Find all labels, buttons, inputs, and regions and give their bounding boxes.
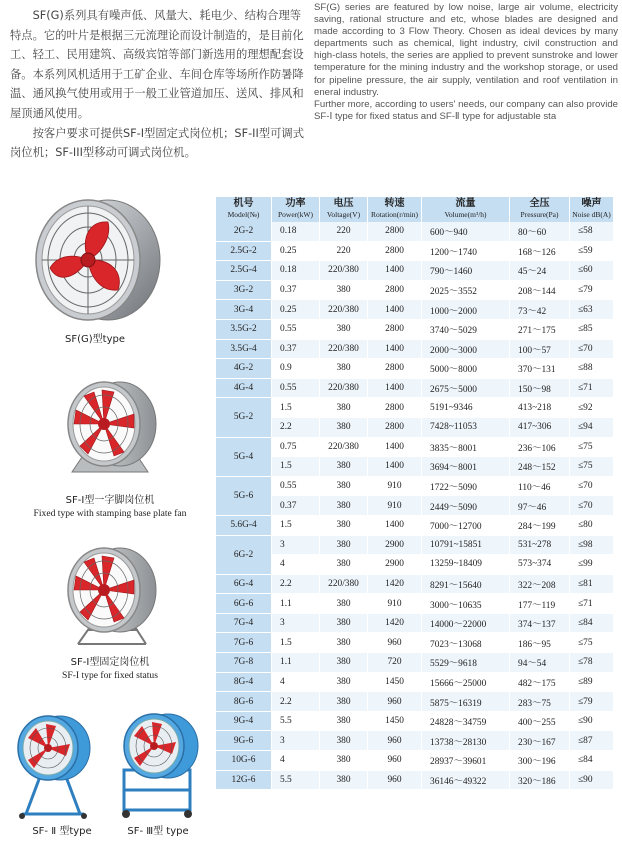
data-cell: 110～46 bbox=[510, 477, 570, 497]
intro-en-paragraph-1: SF(G) series are featured by low noise, large air volume, electricity saving, rational structure and etc, whose blades are designed and made according to 3 Flow Theory. Chosen as ideal devices by many departments such as chemical, light industry, civil construction and high-class hotels, the series are applied to prevent sunstroke and lower temperature for the mining industry and the workshop storage, or used for pipeline pressure, the air supply, ventilation and roof ventilation in eneral industry. bbox=[314, 2, 618, 98]
model-cell: 8G-4 bbox=[216, 673, 272, 693]
data-cell: ≤80 bbox=[570, 516, 614, 536]
model-cell: 6G-6 bbox=[216, 594, 272, 614]
table-row bbox=[216, 653, 614, 673]
data-cell: ≤78 bbox=[570, 653, 614, 673]
sfg-caption-text: SF(G)型type bbox=[65, 334, 125, 345]
data-cell: 0.37 bbox=[272, 496, 320, 516]
data-cell: 1.5 bbox=[272, 457, 320, 477]
data-cell: 0.55 bbox=[272, 320, 320, 340]
data-cell: 1400 bbox=[368, 261, 422, 281]
data-cell: 1450 bbox=[368, 673, 422, 693]
model-cell: 5G-4 bbox=[216, 438, 272, 477]
data-cell: 380 bbox=[320, 418, 368, 438]
data-cell: ≤59 bbox=[570, 242, 614, 262]
sfg-duct-fan-image bbox=[28, 198, 164, 322]
data-cell: ≤75 bbox=[570, 633, 614, 653]
data-cell: 3 bbox=[272, 536, 320, 556]
model-cell: 9G-4 bbox=[216, 712, 272, 732]
data-cell: 1000～2000 bbox=[422, 300, 510, 320]
data-cell: 8291～15640 bbox=[422, 575, 510, 595]
model-cell: 5.6G-4 bbox=[216, 516, 272, 536]
data-cell: 380 bbox=[320, 653, 368, 673]
data-cell: 168～126 bbox=[510, 242, 570, 262]
sf2-adjustable-fan-image bbox=[8, 710, 98, 820]
data-cell: 10791~15851 bbox=[422, 536, 510, 556]
data-cell: 220/380 bbox=[320, 300, 368, 320]
model-cell: 2.5G-2 bbox=[216, 242, 272, 262]
data-cell: 380 bbox=[320, 398, 368, 418]
column-header-en: Model(№) bbox=[227, 210, 260, 219]
column-header-en: Pressure(Pa) bbox=[520, 210, 559, 219]
data-cell: ≤92 bbox=[570, 398, 614, 418]
data-cell: 2675～5000 bbox=[422, 379, 510, 399]
data-cell: 2800 bbox=[368, 242, 422, 262]
spec-table bbox=[216, 197, 614, 790]
data-cell: 2800 bbox=[368, 320, 422, 340]
model-cell: 12G-6 bbox=[216, 771, 272, 791]
sf1-fixed-caption-cn: SF-I型固定岗位机 bbox=[70, 657, 150, 668]
sf1-fixed-fan-image bbox=[58, 544, 162, 650]
data-cell: 380 bbox=[320, 633, 368, 653]
data-cell: 150～98 bbox=[510, 379, 570, 399]
spec-table-body bbox=[216, 222, 614, 790]
data-cell: 4 bbox=[272, 555, 320, 575]
data-cell: 2900 bbox=[368, 536, 422, 556]
data-cell: 380 bbox=[320, 731, 368, 751]
data-cell: ≤84 bbox=[570, 751, 614, 771]
data-cell: 3694～8001 bbox=[422, 457, 510, 477]
table-row bbox=[216, 477, 614, 497]
column-header-en: Power(kW) bbox=[278, 210, 313, 219]
table-row bbox=[216, 418, 614, 438]
intro-cn-paragraph-2: 按客户要求可提供SF-I型固定式岗位机；SF-II型可调式岗位机；SF-III型移动可调式岗位机。 bbox=[10, 126, 305, 160]
data-cell: 380 bbox=[320, 692, 368, 712]
data-cell: 2800 bbox=[368, 418, 422, 438]
data-cell: 15666～25000 bbox=[422, 673, 510, 693]
data-cell: ≤70 bbox=[570, 477, 614, 497]
column-header bbox=[320, 197, 368, 222]
model-cell: 9G-6 bbox=[216, 731, 272, 751]
column-header bbox=[570, 197, 614, 222]
data-cell: 13259~18409 bbox=[422, 555, 510, 575]
data-cell: 2800 bbox=[368, 398, 422, 418]
data-cell: 910 bbox=[368, 594, 422, 614]
data-cell: ≤94 bbox=[570, 418, 614, 438]
column-header-en: Voltage(V) bbox=[326, 210, 361, 219]
data-cell: ≤85 bbox=[570, 320, 614, 340]
data-cell: 960 bbox=[368, 731, 422, 751]
data-cell: 1450 bbox=[368, 712, 422, 732]
data-cell: 13738～28130 bbox=[422, 731, 510, 751]
data-cell: 5000～8000 bbox=[422, 359, 510, 379]
sf1-stamping-base-fan-image bbox=[58, 380, 162, 480]
data-cell: 236～106 bbox=[510, 438, 570, 458]
table-row bbox=[216, 398, 614, 418]
data-cell: ≤58 bbox=[570, 222, 614, 242]
data-cell: 3000～10635 bbox=[422, 594, 510, 614]
data-cell: 0.9 bbox=[272, 359, 320, 379]
data-cell: 5.5 bbox=[272, 771, 320, 791]
data-cell: 220 bbox=[320, 222, 368, 242]
data-cell: 3740～5029 bbox=[422, 320, 510, 340]
column-header-cn: 转速 bbox=[384, 198, 405, 209]
data-cell: 177～119 bbox=[510, 594, 570, 614]
data-cell: 4 bbox=[272, 751, 320, 771]
data-cell: 4 bbox=[272, 673, 320, 693]
data-cell: 14000～22000 bbox=[422, 614, 510, 634]
data-cell: 271～175 bbox=[510, 320, 570, 340]
data-cell: 380 bbox=[320, 359, 368, 379]
table-row bbox=[216, 242, 614, 262]
column-header-cn: 全压 bbox=[529, 198, 550, 209]
data-cell: 284～199 bbox=[510, 516, 570, 536]
spec-table-header-row bbox=[216, 197, 614, 222]
sf2-caption-text: SF- Ⅱ 型type bbox=[32, 826, 92, 837]
data-cell: 573~374 bbox=[510, 555, 570, 575]
data-cell: 0.18 bbox=[272, 261, 320, 281]
model-cell: 7G-6 bbox=[216, 633, 272, 653]
data-cell: 220/380 bbox=[320, 438, 368, 458]
data-cell: 5191~9346 bbox=[422, 398, 510, 418]
data-cell: ≤84 bbox=[570, 614, 614, 634]
data-cell: 1400 bbox=[368, 438, 422, 458]
data-cell: ≤60 bbox=[570, 261, 614, 281]
data-cell: 36146～49322 bbox=[422, 771, 510, 791]
data-cell: ≤79 bbox=[570, 692, 614, 712]
data-cell: 80～60 bbox=[510, 222, 570, 242]
data-cell: ≤87 bbox=[570, 731, 614, 751]
data-cell: 1420 bbox=[368, 614, 422, 634]
table-row bbox=[216, 340, 614, 360]
data-cell: 2.2 bbox=[272, 418, 320, 438]
model-cell: 10G-6 bbox=[216, 751, 272, 771]
data-cell: ≤90 bbox=[570, 712, 614, 732]
data-cell: 1400 bbox=[368, 379, 422, 399]
data-cell: 790～1460 bbox=[422, 261, 510, 281]
data-cell: 1400 bbox=[368, 340, 422, 360]
data-cell: 482～175 bbox=[510, 673, 570, 693]
sf3-mobile-fan-image bbox=[108, 710, 208, 820]
table-row bbox=[216, 438, 614, 458]
data-cell: ≤89 bbox=[570, 673, 614, 693]
column-header-cn: 机号 bbox=[233, 198, 254, 209]
data-cell: ≤71 bbox=[570, 594, 614, 614]
column-header-en: Rotation(r/min) bbox=[370, 210, 419, 219]
table-row bbox=[216, 379, 614, 399]
table-row bbox=[216, 712, 614, 732]
data-cell: ≤70 bbox=[570, 496, 614, 516]
data-cell: 380 bbox=[320, 673, 368, 693]
model-cell: 8G-6 bbox=[216, 692, 272, 712]
data-cell: 248～152 bbox=[510, 457, 570, 477]
data-cell: ≤81 bbox=[570, 575, 614, 595]
model-cell: 2.5G-4 bbox=[216, 261, 272, 281]
model-cell: 6G-4 bbox=[216, 575, 272, 595]
data-cell: 380 bbox=[320, 751, 368, 771]
data-cell: 960 bbox=[368, 771, 422, 791]
data-cell: ≤70 bbox=[570, 340, 614, 360]
data-cell: 2449～5090 bbox=[422, 496, 510, 516]
data-cell: 94～54 bbox=[510, 653, 570, 673]
table-row bbox=[216, 594, 614, 614]
sf1-stamping-caption bbox=[10, 494, 210, 520]
table-row bbox=[216, 555, 614, 575]
table-row bbox=[216, 457, 614, 477]
data-cell: 1722～5090 bbox=[422, 477, 510, 497]
model-cell: 4G-2 bbox=[216, 359, 272, 379]
data-cell: 1.5 bbox=[272, 516, 320, 536]
data-cell: 300～196 bbox=[510, 751, 570, 771]
data-cell: ≤90 bbox=[570, 771, 614, 791]
data-cell: 220 bbox=[320, 242, 368, 262]
table-row bbox=[216, 751, 614, 771]
data-cell: 380 bbox=[320, 320, 368, 340]
data-cell: 380 bbox=[320, 555, 368, 575]
data-cell: 3 bbox=[272, 731, 320, 751]
data-cell: 380 bbox=[320, 496, 368, 516]
data-cell: 1200～1740 bbox=[422, 242, 510, 262]
data-cell: ≤75 bbox=[570, 438, 614, 458]
intro-chinese bbox=[10, 6, 310, 163]
column-header bbox=[368, 197, 422, 222]
data-cell: 413~218 bbox=[510, 398, 570, 418]
data-cell: 2.2 bbox=[272, 692, 320, 712]
data-cell: 531~278 bbox=[510, 536, 570, 556]
data-cell: 0.37 bbox=[272, 340, 320, 360]
model-cell: 3.5G-4 bbox=[216, 340, 272, 360]
data-cell: 1420 bbox=[368, 575, 422, 595]
data-cell: 0.75 bbox=[272, 438, 320, 458]
data-cell: 370～131 bbox=[510, 359, 570, 379]
intro-en-paragraph-2: Further more, according to users' needs, our company can also provide SF-Ⅰ type for fixed status and SF-Ⅱ type for adjustable sta bbox=[314, 98, 618, 122]
data-cell: 1400 bbox=[368, 457, 422, 477]
data-cell: 3835～8001 bbox=[422, 438, 510, 458]
data-cell: 0.37 bbox=[272, 281, 320, 301]
model-cell: 4G-4 bbox=[216, 379, 272, 399]
data-cell: 28937～39601 bbox=[422, 751, 510, 771]
data-cell: 45～24 bbox=[510, 261, 570, 281]
data-cell: 380 bbox=[320, 712, 368, 732]
data-cell: ≤98 bbox=[570, 536, 614, 556]
data-cell: 380 bbox=[320, 536, 368, 556]
table-row bbox=[216, 300, 614, 320]
column-header bbox=[510, 197, 570, 222]
data-cell: 1400 bbox=[368, 516, 422, 536]
data-cell: 230～167 bbox=[510, 731, 570, 751]
column-header-cn: 流量 bbox=[455, 198, 476, 209]
intro-english bbox=[314, 2, 618, 123]
data-cell: 380 bbox=[320, 516, 368, 536]
data-cell: ≤88 bbox=[570, 359, 614, 379]
data-cell: 2025～3552 bbox=[422, 281, 510, 301]
data-cell: 1.5 bbox=[272, 398, 320, 418]
model-cell: 3G-4 bbox=[216, 300, 272, 320]
sf1-stamping-caption-en: Fixed type with stamping base plate fan bbox=[33, 508, 187, 519]
data-cell: 600～940 bbox=[422, 222, 510, 242]
table-row bbox=[216, 633, 614, 653]
data-cell: ≤71 bbox=[570, 379, 614, 399]
table-row bbox=[216, 320, 614, 340]
model-cell: 7G-4 bbox=[216, 614, 272, 634]
table-row bbox=[216, 281, 614, 301]
column-header bbox=[216, 197, 272, 222]
sf3-caption-text: SF- Ⅲ型 type bbox=[127, 826, 189, 837]
data-cell: 186～95 bbox=[510, 633, 570, 653]
data-cell: 380 bbox=[320, 614, 368, 634]
data-cell: 0.55 bbox=[272, 379, 320, 399]
data-cell: 2900 bbox=[368, 555, 422, 575]
model-cell: 2G-2 bbox=[216, 222, 272, 242]
data-cell: 1.5 bbox=[272, 633, 320, 653]
data-cell: 380 bbox=[320, 477, 368, 497]
table-row bbox=[216, 771, 614, 791]
table-row bbox=[216, 536, 614, 556]
column-header bbox=[272, 197, 320, 222]
column-header-en: Noise dB(A) bbox=[572, 210, 611, 219]
data-cell: 220/380 bbox=[320, 379, 368, 399]
data-cell: 24828～34759 bbox=[422, 712, 510, 732]
data-cell: 5.5 bbox=[272, 712, 320, 732]
sf1-fixed-caption bbox=[10, 656, 210, 682]
table-row bbox=[216, 575, 614, 595]
data-cell: 374～137 bbox=[510, 614, 570, 634]
data-cell: 220/380 bbox=[320, 340, 368, 360]
data-cell: 7023～13068 bbox=[422, 633, 510, 653]
sf1-fixed-caption-en: SF-I type for fixed status bbox=[62, 670, 158, 681]
sfg-caption bbox=[40, 333, 150, 346]
data-cell: 220/380 bbox=[320, 261, 368, 281]
data-cell: 7000～12700 bbox=[422, 516, 510, 536]
data-cell: ≤99 bbox=[570, 555, 614, 575]
data-cell: 960 bbox=[368, 633, 422, 653]
data-cell: 2.2 bbox=[272, 575, 320, 595]
table-row bbox=[216, 359, 614, 379]
data-cell: 1.1 bbox=[272, 594, 320, 614]
data-cell: 0.25 bbox=[272, 242, 320, 262]
data-cell: 910 bbox=[368, 496, 422, 516]
data-cell: 220/380 bbox=[320, 575, 368, 595]
column-header-en: Volume(m³/h) bbox=[444, 210, 487, 219]
data-cell: ≤75 bbox=[570, 457, 614, 477]
data-cell: 2800 bbox=[368, 222, 422, 242]
table-row bbox=[216, 516, 614, 536]
data-cell: 720 bbox=[368, 653, 422, 673]
data-cell: 208～144 bbox=[510, 281, 570, 301]
sf1-stamping-caption-cn: SF-I型一字脚岗位机 bbox=[65, 495, 155, 506]
data-cell: 380 bbox=[320, 771, 368, 791]
data-cell: 417~306 bbox=[510, 418, 570, 438]
data-cell: 960 bbox=[368, 692, 422, 712]
data-cell: 0.25 bbox=[272, 300, 320, 320]
data-cell: 5875～16319 bbox=[422, 692, 510, 712]
model-cell: 5G-2 bbox=[216, 398, 272, 437]
model-cell: 6G-2 bbox=[216, 536, 272, 575]
data-cell: 1.1 bbox=[272, 653, 320, 673]
data-cell: 100～57 bbox=[510, 340, 570, 360]
data-cell: 5529～9618 bbox=[422, 653, 510, 673]
table-row bbox=[216, 614, 614, 634]
data-cell: 7428~11053 bbox=[422, 418, 510, 438]
data-cell: 1400 bbox=[368, 300, 422, 320]
data-cell: 400～255 bbox=[510, 712, 570, 732]
data-cell: 2800 bbox=[368, 281, 422, 301]
data-cell: 380 bbox=[320, 457, 368, 477]
column-header-cn: 电压 bbox=[333, 198, 354, 209]
intro-cn-paragraph-1: SF(G)系列具有噪声低、风量大、耗电少、结构合理等特点。它的叶片是根据三元流理论而设计制造的，是目前化工、轻工、民用建筑、高级宾馆等部门新选用的理想配套设备。本系列风机适用于工矿企业、车间仓库等场所作防暑降温、通风换气使用或用于一般工业管道加压、送风、排风和屋顶通风使用。 bbox=[10, 9, 304, 120]
sf2-caption bbox=[10, 825, 114, 838]
column-header-cn: 功率 bbox=[285, 198, 306, 209]
data-cell: 97～46 bbox=[510, 496, 570, 516]
data-cell: 320～186 bbox=[510, 771, 570, 791]
table-row bbox=[216, 673, 614, 693]
data-cell: 73～42 bbox=[510, 300, 570, 320]
column-header-cn: 噪声 bbox=[581, 198, 602, 209]
data-cell: ≤63 bbox=[570, 300, 614, 320]
data-cell: 380 bbox=[320, 281, 368, 301]
model-cell: 5G-6 bbox=[216, 477, 272, 516]
data-cell: 2800 bbox=[368, 359, 422, 379]
model-cell: 3G-2 bbox=[216, 281, 272, 301]
column-header bbox=[422, 197, 510, 222]
data-cell: 380 bbox=[320, 594, 368, 614]
data-cell: 960 bbox=[368, 751, 422, 771]
model-cell: 3.5G-2 bbox=[216, 320, 272, 340]
table-row bbox=[216, 731, 614, 751]
table-row bbox=[216, 692, 614, 712]
sf3-caption bbox=[108, 825, 208, 838]
data-cell: 2000～3000 bbox=[422, 340, 510, 360]
data-cell: 322～208 bbox=[510, 575, 570, 595]
table-row bbox=[216, 261, 614, 281]
data-cell: 0.55 bbox=[272, 477, 320, 497]
data-cell: ≤79 bbox=[570, 281, 614, 301]
table-row bbox=[216, 496, 614, 516]
data-cell: 283～75 bbox=[510, 692, 570, 712]
table-row bbox=[216, 222, 614, 242]
data-cell: 910 bbox=[368, 477, 422, 497]
model-cell: 7G-8 bbox=[216, 653, 272, 673]
data-cell: 0.18 bbox=[272, 222, 320, 242]
data-cell: 3 bbox=[272, 614, 320, 634]
